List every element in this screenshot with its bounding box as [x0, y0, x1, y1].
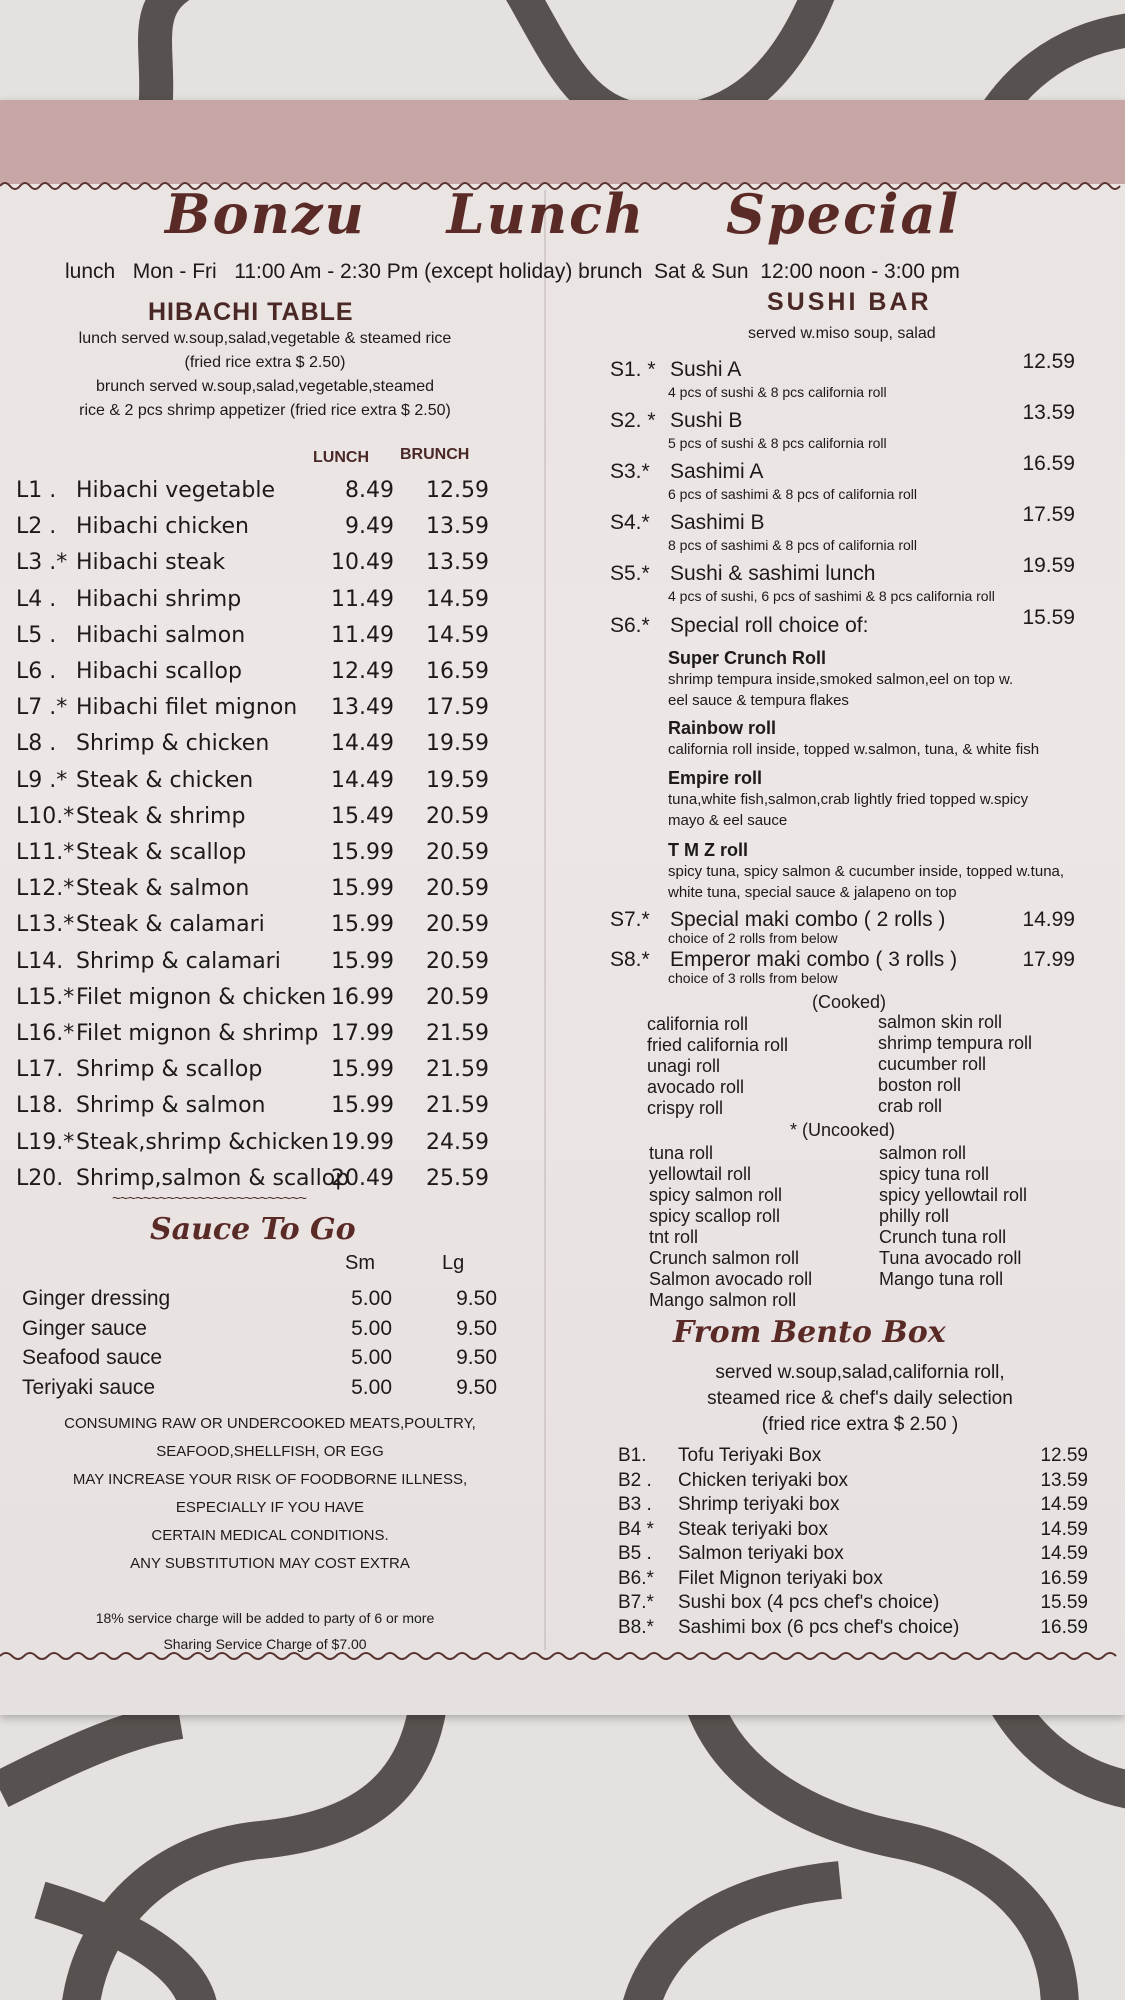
lunch-price: 8.49 [345, 478, 394, 503]
item-name: Steak,shrimp &chicken [76, 1129, 330, 1155]
bento-sub-line: (fried rice extra $ 2.50 ) [761, 1414, 959, 1435]
item-code: S7.* [610, 908, 650, 931]
uncooked-label: * (Uncooked) [790, 1120, 896, 1140]
item-price: 16.59 [1040, 1567, 1088, 1589]
item-name: Filet Mignon teriyaki box [678, 1567, 883, 1589]
roll-item: shrimp tempura roll [878, 1033, 1033, 1053]
item-name: Hibachi chicken [76, 514, 249, 540]
item-name: Steak & chicken [76, 767, 254, 793]
item-price: 17.59 [1022, 503, 1075, 526]
roll-item: crab roll [878, 1096, 943, 1116]
page-fold [544, 190, 546, 1650]
item-description: choice of 3 rolls from below [668, 970, 838, 986]
brunch-price: 24.59 [426, 1129, 489, 1155]
item-code: B6.* [618, 1567, 654, 1589]
large-price: 9.50 [456, 1346, 497, 1369]
list-item [610, 908, 1080, 948]
warning-line: CONSUMING RAW OR UNDERCOOKED MEATS,POULTRY, [64, 1415, 476, 1432]
roll-item: spicy scallop roll [649, 1206, 781, 1226]
roll-item: unagi roll [647, 1056, 721, 1076]
item-name: Special maki combo ( 2 rolls ) [670, 908, 946, 931]
table-row [618, 1592, 1088, 1616]
large-price: 9.50 [456, 1375, 497, 1399]
col-sm-header: Sm [345, 1252, 375, 1274]
table-row [16, 985, 536, 1019]
col-lunch-header: LUNCH [313, 449, 369, 466]
item-code: L11.* [16, 840, 75, 865]
table-row [618, 1543, 1088, 1567]
cooked-label: (Cooked) [812, 992, 887, 1012]
warning-line: SEAFOOD,SHELLFISH, OR EGG [156, 1443, 384, 1460]
roll-description: spicy tuna, spicy salmon & cucumber inside, topped w.tuna, [668, 863, 1065, 880]
brunch-price: 16.59 [426, 659, 489, 684]
table-row [16, 550, 536, 584]
item-price: 15.59 [1022, 606, 1075, 629]
item-name: Special roll choice of: [670, 614, 869, 637]
roll-item: Crunch salmon roll [649, 1248, 800, 1268]
tablecloth-bottom [0, 1700, 1125, 2000]
menu-sheet [0, 100, 1125, 1715]
item-description: 4 pcs of sushi & 8 pcs california roll [668, 384, 887, 400]
item-description: 8 pcs of sashimi & 8 pcs of california roll [668, 537, 917, 553]
roll-item: salmon roll [879, 1143, 967, 1163]
item-code: L17. [16, 1057, 64, 1083]
table-row [16, 1130, 536, 1164]
lunch-price: 13.49 [331, 695, 394, 721]
roll-item: Tuna avocado roll [879, 1248, 1022, 1268]
lunch-price: 15.99 [331, 840, 394, 865]
table-row [16, 840, 536, 874]
table-row [16, 1057, 536, 1091]
item-name: Shrimp & chicken [76, 731, 270, 757]
item-code: B3 . [618, 1494, 652, 1515]
item-code: B7.* [618, 1592, 654, 1613]
roll-item: tnt roll [649, 1227, 699, 1247]
roll-item: avocado roll [647, 1077, 745, 1097]
small-price: 5.00 [351, 1316, 392, 1340]
item-name: Emperor maki combo ( 3 rolls ) [670, 948, 958, 971]
roll-item: Mango tuna roll [879, 1269, 1004, 1289]
item-code: B4 * [618, 1518, 654, 1540]
header-band [0, 100, 1125, 184]
lunch-price: 15.99 [331, 948, 394, 974]
bento-subtitle [620, 1360, 1100, 1438]
hibachi-sub-line: lunch served w.soup,salad,vegetable & steamed rice [78, 330, 452, 347]
brunch-price: 20.59 [426, 948, 489, 974]
item-code: L20. [16, 1165, 64, 1191]
item-name: Steak & calamari [76, 912, 265, 938]
hibachi-sub-line: brunch served w.soup,salad,vegetable,steamed [96, 378, 434, 395]
brunch-price: 21.59 [426, 1057, 489, 1083]
item-code: B2 . [618, 1469, 652, 1491]
item-name: Hibachi vegetable [76, 478, 276, 503]
roll-item: spicy yellowtail roll [879, 1185, 1028, 1205]
roll-item: Salmon avocado roll [649, 1269, 813, 1289]
table-row [22, 1346, 502, 1375]
item-price: 19.59 [1022, 554, 1075, 577]
roll-item: boston roll [878, 1075, 962, 1095]
roll-description: white tuna, special sauce & jalapeno on top [668, 884, 957, 901]
lunch-price: 15.99 [331, 876, 394, 902]
table-row [22, 1287, 502, 1316]
lunch-price: 15.99 [331, 1057, 394, 1083]
item-price: 13.59 [1022, 401, 1075, 424]
item-price: 15.59 [1040, 1592, 1088, 1613]
item-price: 12.59 [1040, 1445, 1088, 1466]
item-code: L2 . [16, 514, 57, 540]
sushi-subtitle: served w.miso soup, salad [748, 325, 936, 342]
col-lg-header: Lg [442, 1252, 465, 1274]
item-code: S8.* [610, 948, 650, 971]
roll-description: california roll inside, topped w.salmon, tuna, & white fish [668, 741, 1040, 758]
item-name: Sushi & sashimi lunch [670, 562, 876, 585]
bento-heading: From Bento Box [673, 1315, 946, 1350]
item-code: L14. [16, 948, 64, 974]
item-price: 14.59 [1040, 1494, 1088, 1515]
item-name: Shrimp teriyaki box [678, 1494, 840, 1515]
item-name: Sushi box (4 pcs chef's choice) [678, 1592, 940, 1613]
sauce-name: Seafood sauce [22, 1346, 163, 1369]
roll-item: tuna roll [649, 1143, 714, 1163]
lunch-price: 14.49 [331, 731, 394, 757]
table-row [16, 623, 536, 657]
table-row [16, 659, 536, 693]
brunch-price: 19.59 [426, 731, 489, 757]
warning-line: ESPECIALLY IF YOU HAVE [175, 1499, 365, 1516]
uncooked-roll-list-right [879, 1143, 1027, 1290]
item-code: S5.* [610, 562, 650, 585]
table-row [16, 912, 536, 946]
table-row [618, 1470, 1088, 1494]
item-code: L1 . [16, 478, 57, 503]
item-code: L19.* [16, 1129, 75, 1155]
item-name: Steak teriyaki box [678, 1518, 828, 1540]
brunch-price: 20.59 [426, 984, 489, 1010]
hibachi-subtitle [20, 327, 510, 423]
list-item [610, 554, 1080, 612]
item-price: 12.59 [1022, 350, 1075, 373]
item-code: S3.* [610, 460, 650, 483]
lunch-price: 19.99 [331, 1129, 394, 1155]
item-name: Chicken teriyaki box [678, 1469, 849, 1491]
roll-description: eel sauce & tempura flakes [668, 692, 849, 709]
lunch-price: 15.99 [331, 912, 394, 938]
service-line: 18% service charge will be added to party of 6 or more [95, 1610, 435, 1626]
lunch-price: 15.49 [331, 803, 394, 829]
item-price: 13.59 [1040, 1469, 1088, 1491]
bento-sub-line: steamed rice & chef's daily selection [707, 1388, 1013, 1409]
lunch-price: 17.99 [331, 1021, 394, 1046]
service-line: Sharing Service Charge of $7.00 [163, 1636, 367, 1652]
item-name: Hibachi filet mignon [76, 695, 298, 721]
warning-line: ANY SUBSTITUTION MAY COST EXTRA [130, 1555, 410, 1572]
food-warning [20, 1410, 520, 1578]
table-row [16, 804, 536, 838]
item-name: Steak & scallop [76, 840, 247, 865]
table-row [618, 1494, 1088, 1518]
menu-title: Bonzu Lunch Special [164, 182, 961, 246]
item-name: Sashimi box (6 pcs chef's choice) [678, 1616, 960, 1638]
list-item [610, 401, 1080, 459]
roll-description: tuna,white fish,salmon,crab lightly fried topped w.spicy [668, 791, 1029, 808]
item-code: L16.* [16, 1021, 75, 1046]
roll-item: cucumber roll [878, 1054, 987, 1074]
brunch-price: 13.59 [426, 550, 489, 576]
lunch-price: 15.99 [331, 1093, 394, 1119]
item-name: Sashimi B [670, 511, 765, 534]
item-name: Sushi B [670, 409, 743, 432]
item-name: Shrimp & calamari [76, 948, 281, 974]
item-name: Steak & shrimp [76, 803, 246, 829]
small-price: 5.00 [351, 1346, 392, 1369]
brunch-price: 21.59 [426, 1021, 489, 1046]
item-name: Filet mignon & chicken [76, 984, 327, 1010]
item-code: S6.* [610, 614, 650, 637]
roll-item: Mango salmon roll [649, 1290, 797, 1310]
item-code: S1. * [610, 358, 656, 381]
table-row [22, 1376, 502, 1405]
roll-item: spicy salmon roll [649, 1185, 783, 1205]
lunch-price: 11.49 [331, 622, 394, 648]
item-description: 5 pcs of sushi & 8 pcs california roll [668, 435, 887, 451]
roll-description: mayo & eel sauce [668, 812, 788, 829]
list-item [610, 452, 1080, 510]
item-name: Salmon teriyaki box [678, 1543, 844, 1564]
brunch-price: 17.59 [426, 695, 489, 721]
roll-item: yellowtail roll [649, 1164, 752, 1184]
roll-description: shrimp tempura inside,smoked salmon,eel on top w. [668, 671, 1014, 688]
item-code: L10.* [16, 803, 75, 829]
table-row [16, 478, 536, 512]
hibachi-sub-line: (fried rice extra $ 2.50) [184, 354, 346, 371]
item-code: L8 . [16, 731, 57, 757]
item-code: L13.* [16, 912, 75, 938]
warning-line: CERTAIN MEDICAL CONDITIONS. [151, 1527, 389, 1544]
item-name: Hibachi steak [76, 550, 226, 576]
cooked-roll-list-left [647, 1014, 788, 1119]
item-price: 14.59 [1040, 1543, 1088, 1564]
item-price: 16.59 [1022, 452, 1075, 475]
item-code: L15.* [16, 984, 75, 1010]
lunch-price: 16.99 [331, 984, 394, 1010]
special-roll [668, 768, 1108, 831]
lunch-price: 10.49 [331, 550, 394, 576]
roll-item: Crunch tuna roll [879, 1227, 1007, 1247]
brunch-price: 14.59 [426, 622, 489, 648]
lunch-price: 20.49 [331, 1165, 394, 1191]
item-code: L12.* [16, 876, 75, 902]
roll-name: Empire roll [668, 768, 763, 788]
hibachi-sub-line: rice & 2 pcs shrimp appetizer (fried rice extra $ 2.50) [79, 402, 451, 419]
item-name: Hibachi scallop [76, 659, 242, 684]
cooked-roll-list-right [878, 1012, 1032, 1117]
roll-item: spicy tuna roll [879, 1164, 990, 1184]
table-row [16, 949, 536, 983]
special-roll [668, 648, 1108, 711]
table-row [16, 1021, 536, 1055]
roll-name: T M Z roll [668, 840, 748, 860]
item-code: L7 .* [16, 695, 68, 721]
lunch-price: 12.49 [331, 659, 394, 684]
table-row [16, 876, 536, 910]
item-code: B8.* [618, 1616, 654, 1638]
special-roll [668, 718, 1108, 760]
brunch-price: 12.59 [426, 478, 489, 503]
brunch-price: 14.59 [426, 586, 489, 612]
item-code: L6 . [16, 659, 57, 684]
lunch-price: 14.49 [331, 767, 394, 793]
bento-sub-line: served w.soup,salad,california roll, [715, 1362, 1005, 1383]
list-item [610, 350, 1080, 408]
table-row [16, 514, 536, 548]
col-brunch-header: BRUNCH [400, 446, 470, 463]
roll-item: philly roll [879, 1206, 950, 1226]
bottom-wave-edge [0, 1648, 1125, 1664]
item-name: Shrimp,salmon & scallop [76, 1165, 350, 1191]
item-code: L4 . [16, 586, 57, 612]
brunch-price: 20.59 [426, 840, 489, 865]
item-name: Steak & salmon [76, 876, 250, 902]
uncooked-roll-list-left [649, 1143, 812, 1311]
brunch-price: 20.59 [426, 876, 489, 902]
table-row [16, 1093, 536, 1127]
table-row [618, 1519, 1088, 1543]
item-code: L9 .* [16, 767, 68, 793]
sauce-heading: Sauce To Go [150, 1212, 356, 1247]
item-price: 14.99 [1022, 908, 1075, 931]
list-item [610, 503, 1080, 561]
roll-item: california roll [647, 1014, 749, 1034]
list-item [610, 948, 1080, 988]
roll-name: Super Crunch Roll [668, 648, 827, 668]
item-code: L3 .* [16, 550, 68, 576]
warning-line: MAY INCREASE YOUR RISK OF FOODBORNE ILLNESS, [72, 1471, 468, 1488]
item-name: Sashimi A [670, 460, 764, 483]
item-name: Shrimp & salmon [76, 1093, 266, 1119]
table-row [16, 587, 536, 621]
brunch-price: 21.59 [426, 1093, 489, 1119]
lunch-price: 11.49 [331, 586, 394, 612]
item-price: 14.59 [1040, 1518, 1088, 1540]
item-code: L5 . [16, 622, 57, 648]
item-description: choice of 2 rolls from below [668, 930, 838, 946]
special-roll [668, 840, 1108, 903]
item-name: Tofu Teriyaki Box [678, 1445, 822, 1466]
item-description: 6 pcs of sashimi & 8 pcs of california roll [668, 486, 917, 502]
large-price: 9.50 [456, 1316, 497, 1340]
item-name: Shrimp & scallop [76, 1057, 263, 1083]
lunch-price: 9.49 [345, 514, 394, 540]
hours-line: lunch Mon - Fri 11:00 Am - 2:30 Pm (except holiday) brunch Sat & Sun 12:00 noon - 3:00 pm [65, 260, 960, 283]
item-price: 16.59 [1040, 1616, 1088, 1638]
sauce-name: Teriyaki sauce [22, 1375, 156, 1399]
large-price: 9.50 [456, 1287, 497, 1310]
item-code: B1. [618, 1445, 647, 1466]
table-row [16, 768, 536, 802]
sauce-name: Ginger sauce [22, 1316, 147, 1340]
roll-item: fried california roll [647, 1035, 789, 1055]
item-name: Hibachi shrimp [76, 586, 242, 612]
brunch-price: 13.59 [426, 514, 489, 540]
item-name: Filet mignon & shrimp [76, 1021, 319, 1046]
item-name: Sushi A [670, 358, 742, 381]
sushi-heading: SUSHI BAR [767, 288, 932, 316]
roll-name: Rainbow roll [668, 718, 776, 738]
item-code: S4.* [610, 511, 650, 534]
item-name: Hibachi salmon [76, 622, 246, 648]
item-price: 17.99 [1022, 948, 1075, 971]
brunch-price: 19.59 [426, 767, 489, 793]
wavy-divider: ~~~~~~~~~~~~~~~~~~~~~~~~~ [112, 1190, 306, 1207]
roll-item: salmon skin roll [878, 1012, 1003, 1032]
table-row [618, 1568, 1088, 1592]
brunch-price: 25.59 [426, 1165, 489, 1191]
item-code: B5 . [618, 1543, 652, 1564]
item-code: L18. [16, 1093, 64, 1119]
roll-item: crispy roll [647, 1098, 724, 1118]
item-code: S2. * [610, 409, 656, 432]
sauce-name: Ginger dressing [22, 1287, 171, 1310]
brunch-price: 20.59 [426, 803, 489, 829]
item-description: 4 pcs of sushi, 6 pcs of sashimi & 8 pcs california roll [668, 588, 995, 604]
small-price: 5.00 [351, 1287, 392, 1310]
table-row [16, 695, 536, 729]
table-row [22, 1317, 502, 1346]
table-row [618, 1617, 1088, 1641]
hibachi-heading: HIBACHI TABLE [148, 298, 354, 326]
brunch-price: 20.59 [426, 912, 489, 938]
table-row [16, 731, 536, 765]
table-row [618, 1445, 1088, 1469]
small-price: 5.00 [351, 1375, 392, 1399]
